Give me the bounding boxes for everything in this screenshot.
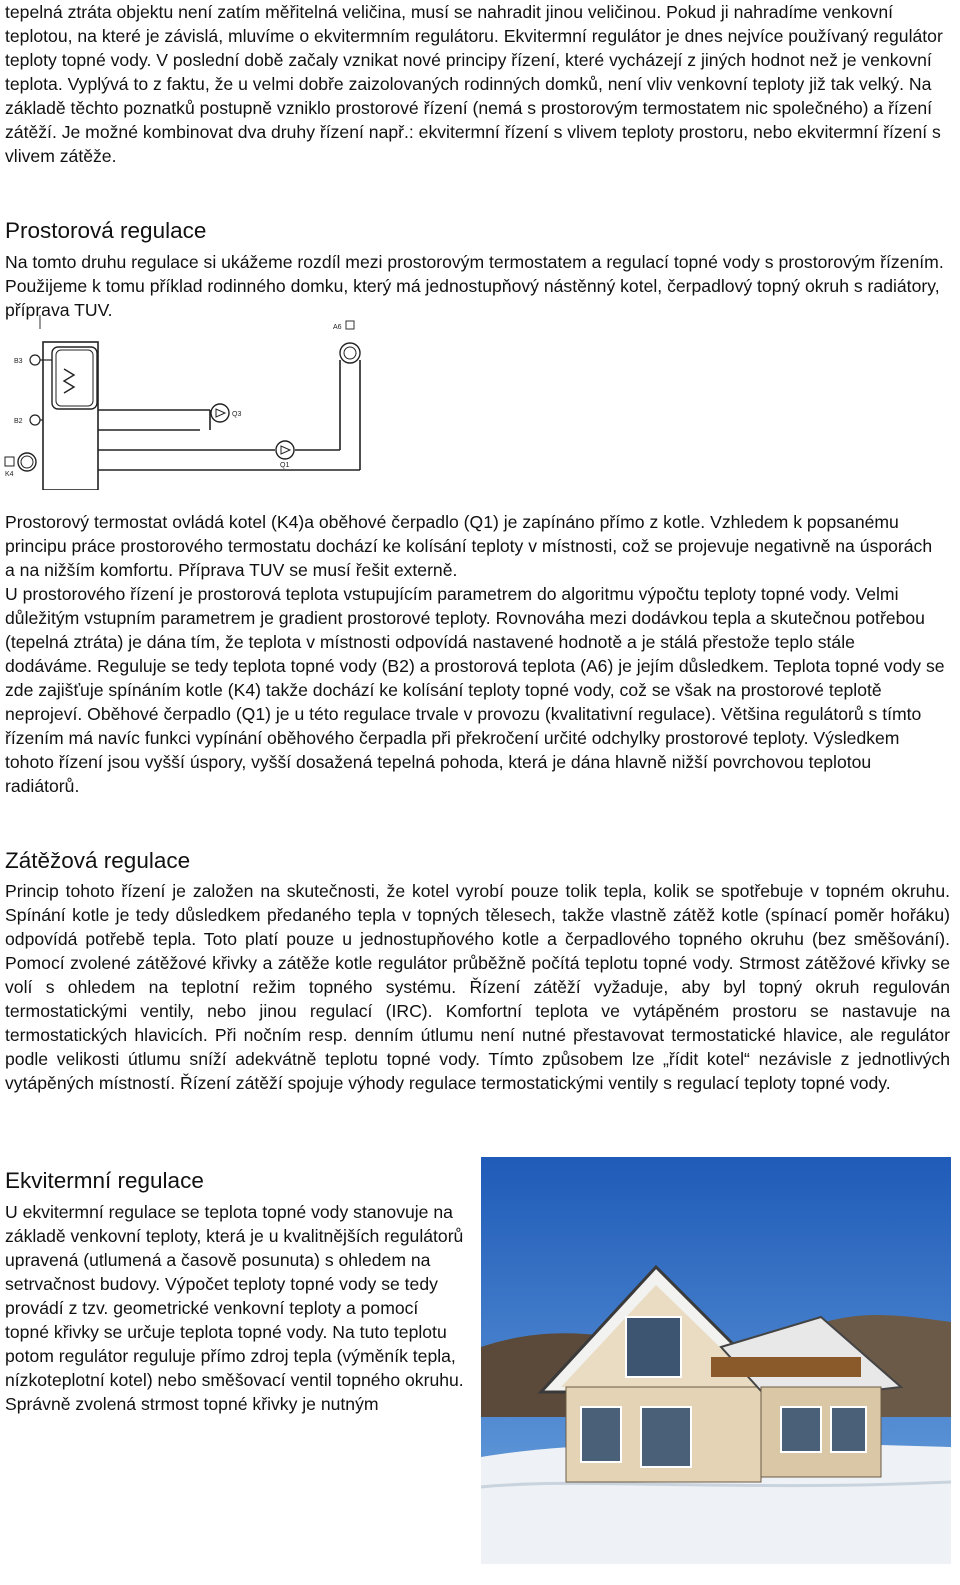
- intro-paragraph: tepelná ztráta objektu není zatím měřitelná veličina, musí se nahradit jinou veličinou. Pokud ji nahradíme venkovní teplotou, na které je závislá, mluvíme o ekvitermním regulátoru. Ekvitermní regulátor je dnes nejvíce používaný regulátor teploty topné vody. V poslední době začaly vznikat nové principy řízení, které vycházejí z jiných hodnot než je venkovní teplota. Vyplývá to z faktu, že u velmi dobře zaizolovaných rodinných domků, není vliv venkovní teploty již tak velký. Na základě těchto poznatků postupně vzniklo prostorové řízení (nemá s prostorovým termostatem nic společného) a řízení zátěží. Je možné kombinovat dva druhy řízení např.: ekvitermní řízení s vlivem teploty prostoru, nebo ekvitermní řízení s vlivem zátěže.: [5, 2, 943, 166]
- window-right: [781, 1407, 821, 1452]
- pump-q3: [211, 404, 229, 422]
- room-sensor-a6: [346, 321, 354, 329]
- upper-window: [626, 1317, 681, 1377]
- sensor-b2: [30, 415, 40, 425]
- pump-q1: [276, 441, 294, 459]
- heading-zatezova-regulace: Zátěžová regulace: [5, 848, 191, 873]
- window-center: [641, 1407, 691, 1467]
- label-a6: A6: [333, 324, 342, 331]
- label-b3: B3: [14, 358, 23, 365]
- prostorova-paragraph: Na tomto druhu regulace si ukážeme rozdíl mezi prostorovým termostatem a regulací topné vody s prostorovým řízením. Použijeme k tomu příklad rodinného domku, který má jednostupňový nástěnný kotel, čerpadlový topný okruh s radiátory, příprava TUV.: [5, 252, 944, 320]
- sensor-b3: [30, 355, 40, 365]
- label-b2: B2: [14, 418, 23, 425]
- prostorove-rizeni-paragraph: U prostorového řízení je prostorová teplota vstupujícím parametrem do algoritmu výpočtu teploty topné vody. Velmi důležitým vstupním parametrem je gradient prostorové teploty. Rovnováha mezi dodávkou tepla a skutečnou potřebou (tepelná ztráta) je dána tím, že teplota v místnosti odpovídá nastavené hodnotě a je stálá přestože teplo stále dodáváme. Reguluje se tedy teplota topné vody (B2) a prostorová teplota (A6) je jejím důsledkem. Teplota topné vody se zde zajišťuje spínáním kotle (K4) takže dochází ke kolísání teploty topné vody, což se však na prostorové teplotě neprojeví. Oběhové čerpadlo (Q1) je u této regulace trvale v provozu (kvalitativní regulace). Většina regulátorů s tímto řízením má navíc funkci vypínání oběhového čerpadla při překročení určité odchylky prostorové teploty. Výsledkem tohoto řízení jsou vyšší úspory, vyšší dosažená tepelná pohoda, která je dána hlavně nižší povrchovou teplotou radiátorů.: [5, 584, 945, 796]
- ekvitermni-paragraph: U ekvitermní regulace se teplota topné vody stanovuje na základě venkovní teploty, která je u kvalitnějších regulátorů upravená (utlumená a časově posunuta) s ohledem na setrvačnost budovy. Výpočet teploty topné vody se tedy provádí z tzv. geometrické venkovní teploty a pomocí topné křivky se určuje teplota topné vody. Na tuto teplotu potom regulátor reguluje přímo zdroj tepla (výměník tepla, nízkoteplotní kotel) nebo směšovací ventil topného okruhu. Správně zvolená strmost topné křivky je nutným: [5, 1202, 464, 1414]
- balcony: [711, 1357, 861, 1377]
- label-k4: K4: [5, 471, 14, 478]
- boiler-switch-k4: [5, 457, 14, 466]
- hot-water-tank: [52, 347, 97, 409]
- house-photo: [481, 1157, 951, 1564]
- heating-system-diagram: [0, 315, 380, 490]
- window-left: [581, 1407, 621, 1462]
- heading-ekvitermni-regulace: Ekvitermní regulace: [5, 1168, 204, 1193]
- termostat-section: [0, 510, 950, 798]
- radiator-valve-icon: [340, 343, 360, 363]
- heading-prostorova-regulace: Prostorová regulace: [5, 218, 207, 243]
- zatezova-paragraph: Princip tohoto řízení je založen na skutečnosti, že kotel vyrobí pouze tolik tepla, kolik se spotřebuje v topném okruhu. Spínání kotle je tedy důsledkem předaného tepla v topných tělesech, takže vlastně zátěž kotle (spínací poměr hořáku) odpovídá potřebě tepla. Toto platí pouze u jednostupňového kotle a čerpadlového topného okruhu (bez směšování). Pomocí zvolené zátěžové křivky a zátěže kotle regulátor průběžně počítá teplotu topné vody. Strmost zátěžové křivky se volí s ohledem na teplotní režim topného systému. Řízení zátěží vyžaduje, aby byl topný okruh regulován termostatickými ventily, nebo jinou regulací (IRC). Komfortní teplota ve vytápěném prostoru se nastavuje na termostatických hlavicích. Při nočním resp. denním útlumu není nutné přestavovat termostatické hlavice, ale regulátor podle velikosti útlumu sníží adekvátně teplotu topné vody. Tímto způsobem lze „řídit kotel“ nezávisle z jednotlivých vytápěných místností. Řízení zátěží spojuje výhody regulace termostatickými ventily s regulací teploty topné vody.: [5, 881, 950, 1093]
- tank-inner: [56, 350, 93, 406]
- label-q1: Q1: [280, 462, 290, 469]
- boiler-body: [43, 342, 98, 490]
- label-q3: Q3: [232, 411, 242, 418]
- heat-exchanger-coil: [64, 369, 74, 393]
- termostat-paragraph: Prostorový termostat ovládá kotel (K4)a oběhové čerpadlo (Q1) je zapínáno přímo z kotle. Vzhledem k popsanému principu práce prostorového termostatu dochází ke kolísání teploty v místnosti, což se projevuje negativně na úsporách a na nižším komfortu. Příprava TUV se musí řešit externě.: [5, 512, 933, 580]
